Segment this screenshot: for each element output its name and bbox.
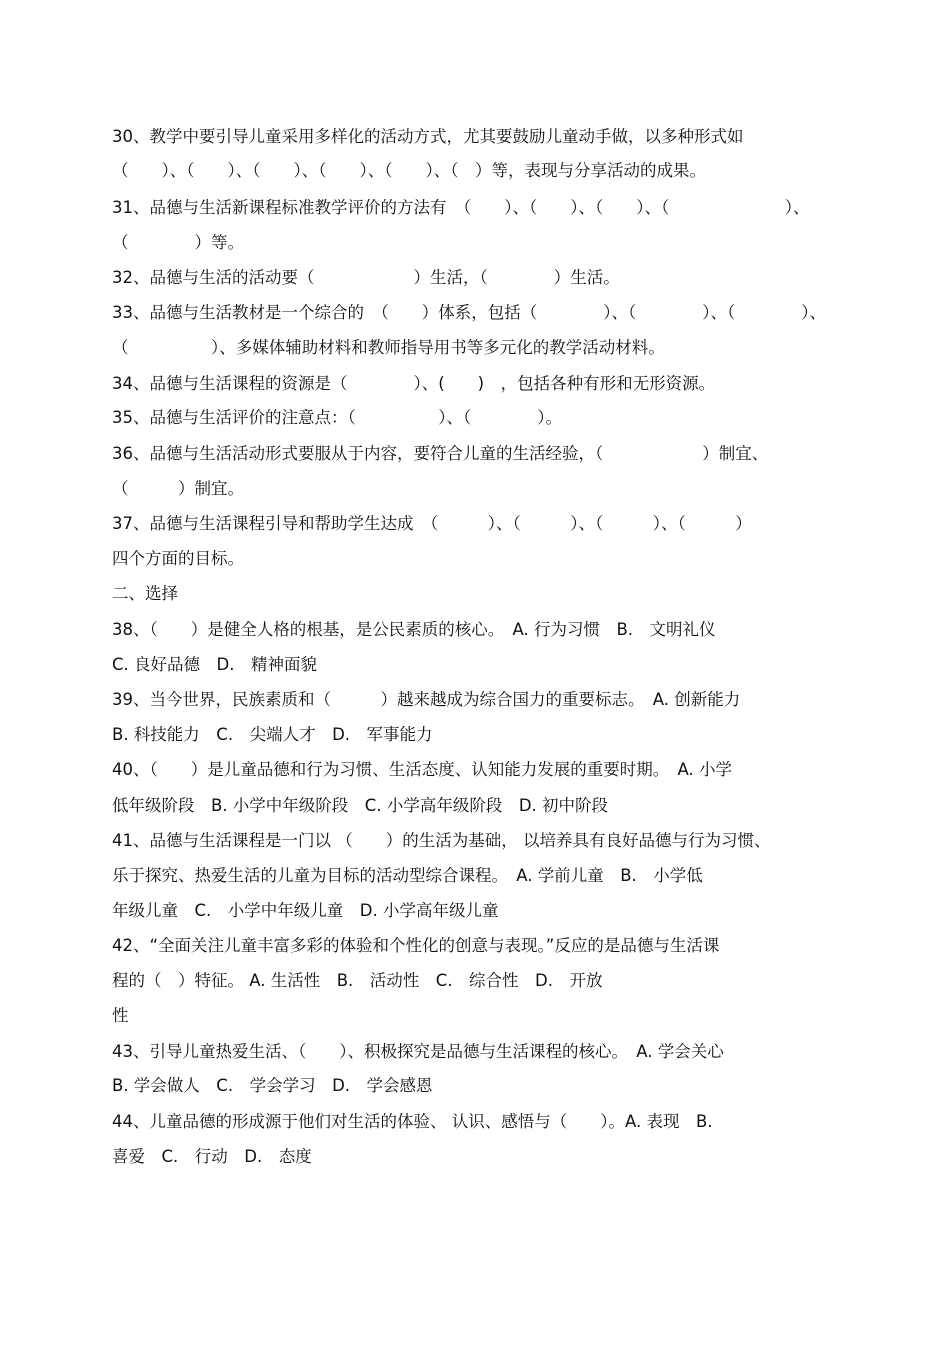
question-41-line-1: 41、品德与生活课程是一门以 （ ）的生活为基础， 以培养具有良好品德与行为习惯、: [112, 831, 771, 850]
question-44-line-2: 喜爱 C. 行动 D. 态度: [112, 1147, 312, 1166]
question-31-line-1: 31、品德与生活新课程标准教学评价的方法有 （ ）、（ ）、（ ）、（ ）、: [112, 198, 810, 217]
question-42-line-3: 性: [112, 1006, 129, 1025]
question-34: 34、品德与生活课程的资源是（ ）、( ) ，包括各种有形和无形资源。: [112, 374, 716, 393]
question-42-line-1: 42、“全面关注儿童丰富多彩的体验和个性化的创意与表现。”反应的是品德与生活课: [112, 936, 720, 955]
question-33-line-2: （ ）、多媒体辅助材料和教师指导用书等多元化的教学活动材料。: [112, 338, 665, 357]
question-43-line-1: 43、引导儿童热爱生活、（ ）、积极探究是品德与生活课程的核心。 A. 学会关心: [112, 1042, 724, 1061]
question-37-line-1: 37、品德与生活课程引导和帮助学生达成 （ ）、（ ）、（ ）、（ ）: [112, 514, 752, 533]
question-32: 32、品德与生活的活动要（ ）生活，（ ）生活。: [112, 268, 620, 287]
question-31-line-2: （ ）等。: [112, 233, 244, 252]
question-41-line-3: 年级儿童 C. 小学中年级儿童 D. 小学高年级儿童: [112, 901, 499, 920]
question-42-line-2: 程的（ ）特征。 A. 生活性 B. 活动性 C. 综合性 D. 开放: [112, 971, 603, 990]
question-37-line-2: 四个方面的目标。: [112, 549, 244, 568]
section-heading-choice: 二、选择: [112, 584, 178, 603]
question-38-line-1: 38、（ ）是健全人格的根基，是公民素质的核心。 A. 行为习惯 B. 文明礼仪: [112, 620, 716, 639]
question-36-line-1: 36、品德与生活活动形式要服从于内容，要符合儿童的生活经验，（ ）制宜、: [112, 444, 769, 463]
question-36-line-2: （ ）制宜。: [112, 479, 244, 498]
question-40-line-2: 低年级阶段 B. 小学中年级阶段 C. 小学高年级阶段 D. 初中阶段: [112, 796, 609, 815]
question-33-line-1: 33、品德与生活教材是一个综合的 （ ）体系，包括（ ）、（ ）、（ ）、: [112, 303, 826, 322]
question-30-line-2: （ ）、（ ）、（ ）、（ ）、（ ）、（ ）等，表现与分享活动的成果。: [112, 161, 706, 180]
question-44-line-1: 44、儿童品德的形成源于他们对生活的体验、 认识、感悟与（ ）。A. 表现 B.: [112, 1112, 713, 1131]
question-40-line-1: 40、（ ）是儿童品德和行为习惯、生活态度、认知能力发展的重要时期。 A. 小学: [112, 760, 732, 779]
question-35: 35、品德与生活评价的注意点：（ ）、（ ）。: [112, 408, 562, 427]
question-39-line-2: B. 科技能力 C. 尖端人才 D. 军事能力: [112, 725, 433, 744]
question-39-line-1: 39、当今世界，民族素质和（ ）越来越成为综合国力的重要标志。 A. 创新能力: [112, 690, 741, 709]
question-43-line-2: B. 学会做人 C. 学会学习 D. 学会感恩: [112, 1076, 433, 1095]
question-30-line-1: 30、教学中要引导儿童采用多样化的活动方式，尤其要鼓励儿童动手做，以多种形式如: [112, 127, 744, 146]
question-38-line-2: C. 良好品德 D. 精神面貌: [112, 655, 317, 674]
question-41-line-2: 乐于探究、热爱生活的儿童为目标的活动型综合课程。 A. 学前儿童 B. 小学低: [112, 866, 703, 885]
